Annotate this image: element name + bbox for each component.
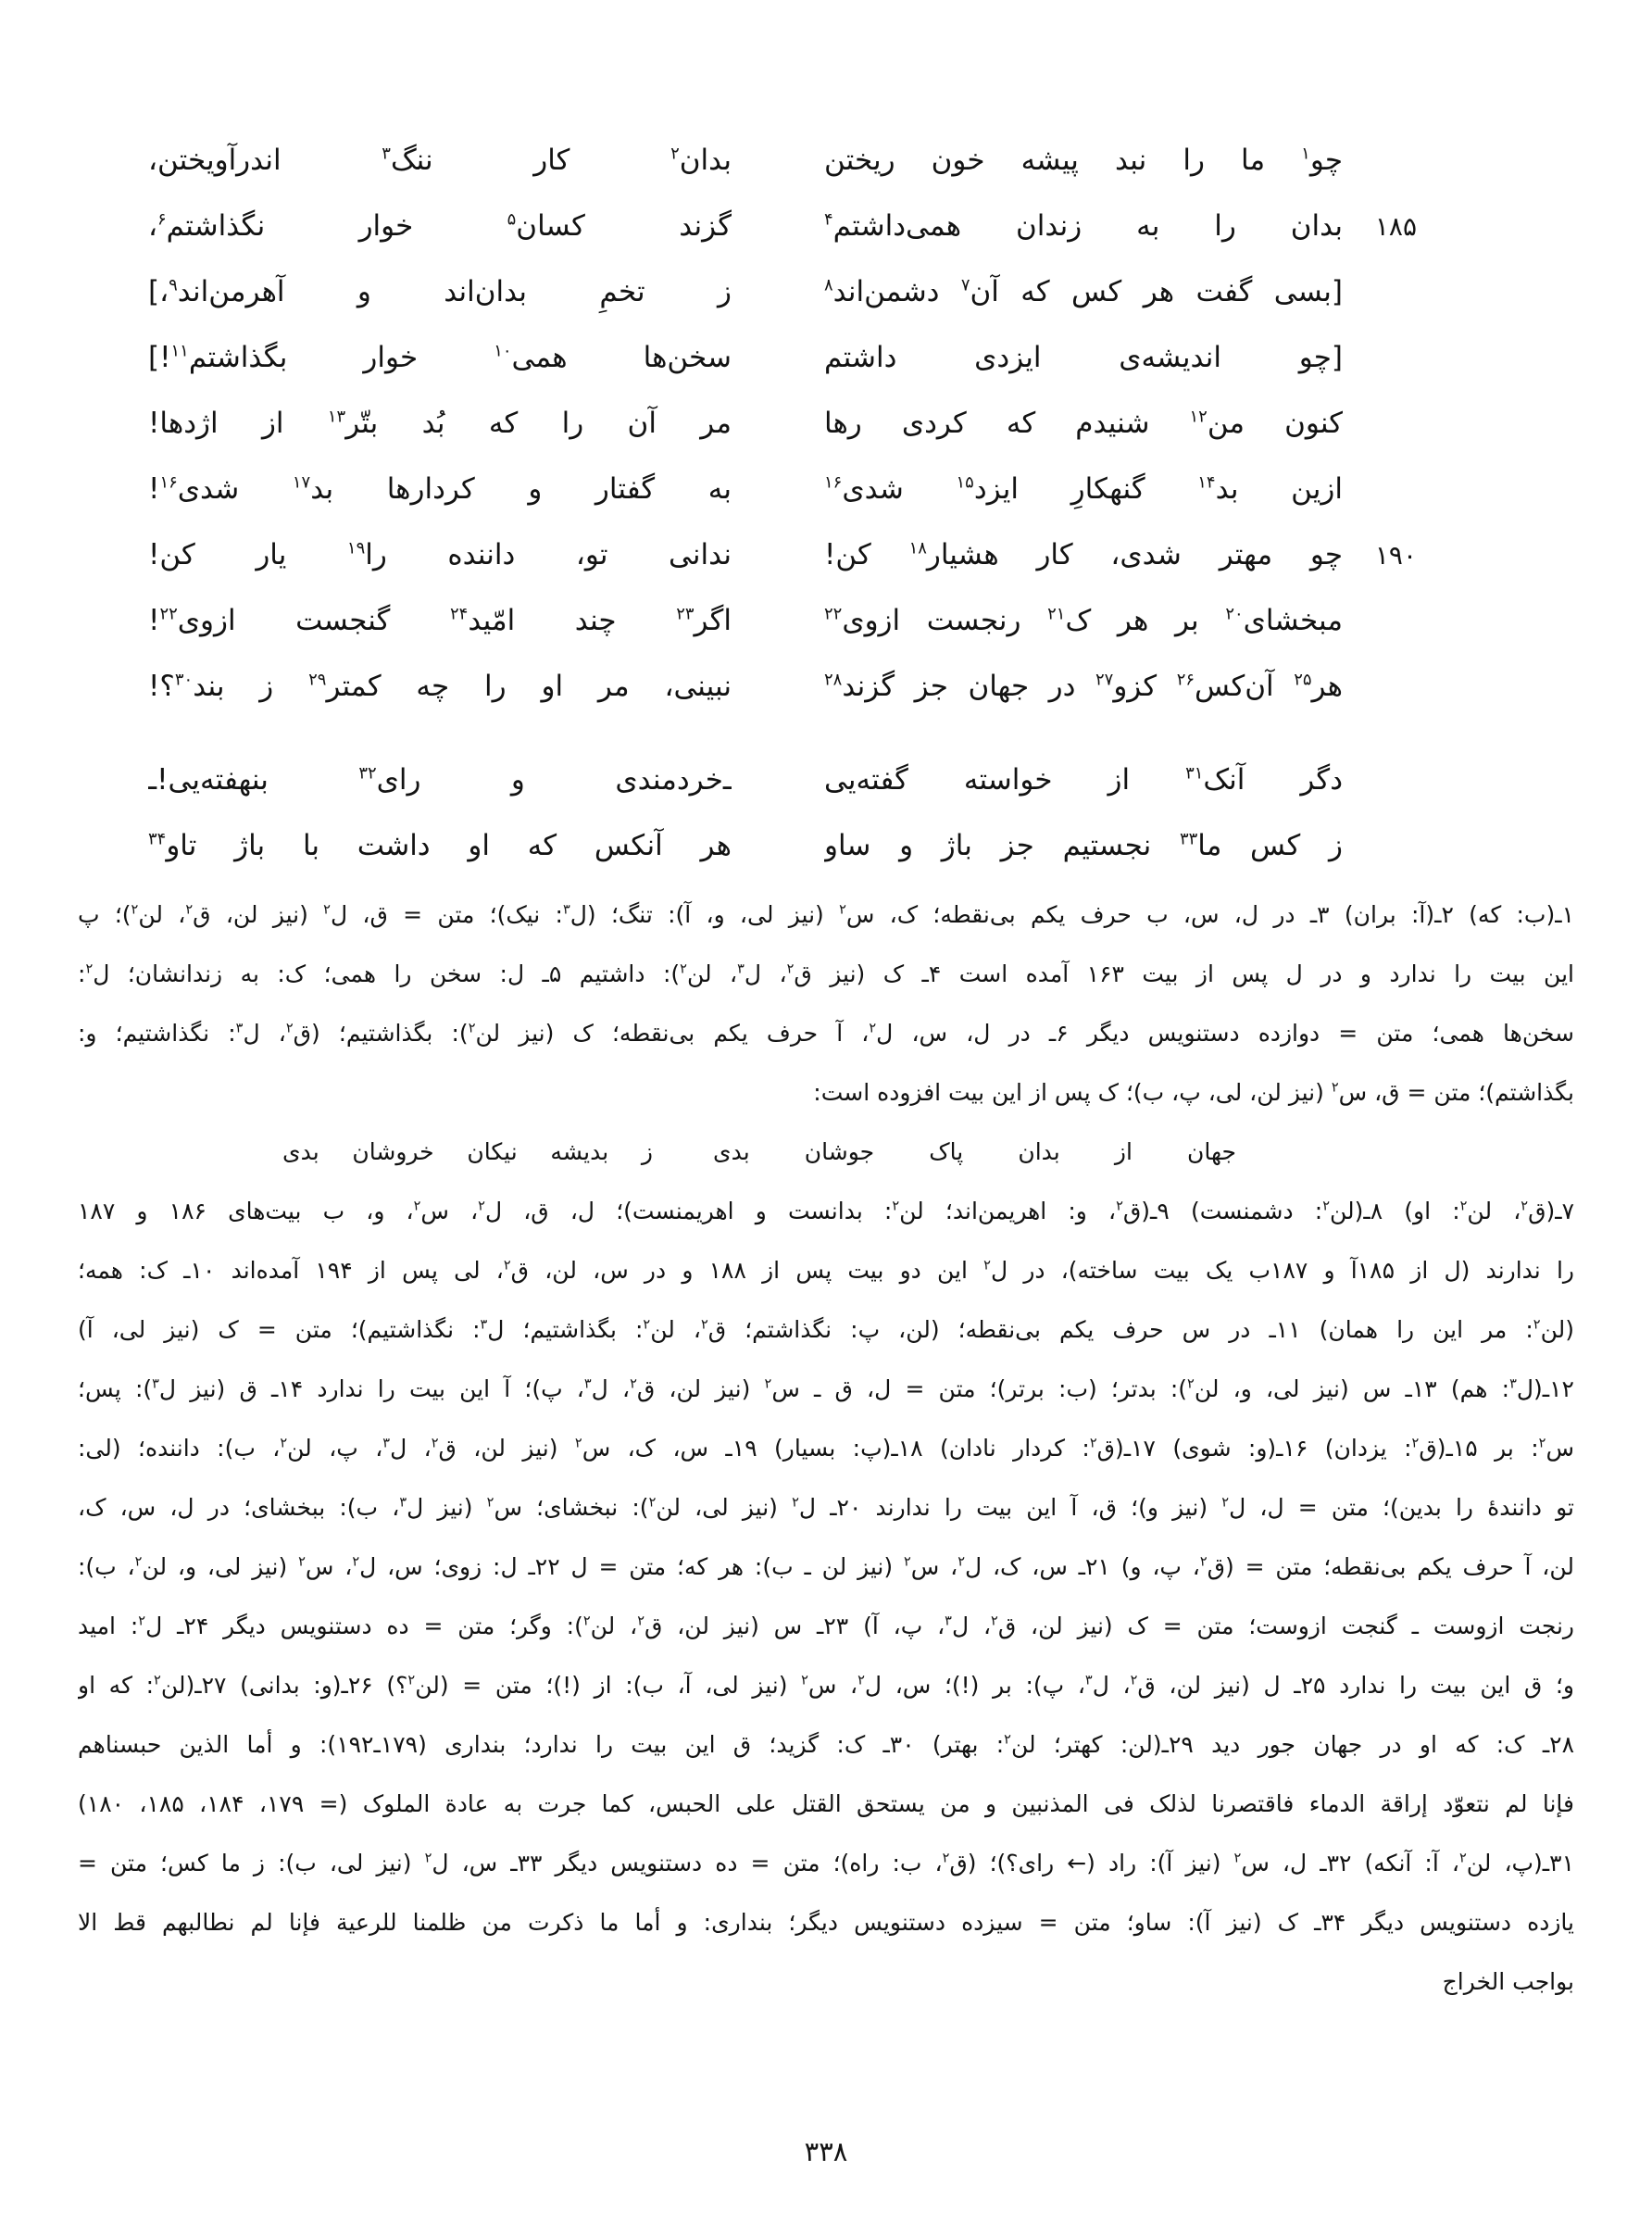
hemistich-first: هر$^{۲۵}$ آن‌کس$^{۲۶}$ کزو$^{۲۷}$ در جهان جز گزند$^{۲۸}$ [824,670,1343,703]
footnote-ref: ۲ [138,1613,146,1629]
page-number: ۳۳۸ [804,2136,848,2167]
apparatus-line: و؛ ق این بیت را ندارد ۲۵ـ ل (نیز لن، ق$^۲$، ل$^۳$، پ): بر (!)؛ س، ل$^۲$، س$^۲$ (نیز لی، آ، ب): از (!)؛ متن = (لن$^۲$؟) ۲۶ـ(و: بدانی) ۲۷ـ(لن$^۲$: که او [78,1672,1574,1699]
apparatus-line: بواجب الخراج [1442,1968,1574,1995]
footnote-ref: ۲ [892,1199,900,1214]
hemistich-first: دگر آنک$^{۳۱}$ از خواسته گفته‌یی [824,763,1343,797]
inserted-verse-second: ز بدیشه نیکان خروشان بدی [282,1138,653,1165]
footnote-ref: ۲ [424,1851,432,1866]
apparatus-line: (لن$^۲$: مر این را همان) ۱۱ـ در س حرف یکم بی‌نقطه؛ (لن، پ: نگذاشتم؛ ق$^۲$، لن$^۲$: بگذاشتیم؛ ل$^۳$: نگذاشتیم)؛ متن = ک (نیز لی، آ) [78,1316,1574,1343]
verse-number [1343,457,1417,522]
poem-block [148,747,1417,879]
footnote-ref: ۶ [157,209,167,230]
footnote-ref: ۲ [1533,1317,1541,1333]
footnote-ref: ۲ [637,1613,645,1629]
footnote-ref: ۲ [468,1021,476,1036]
footnote-ref: ۸ [824,275,833,295]
footnote-ref: ۱۶ [824,472,843,493]
couplet-row [148,325,1417,391]
footnote-ref: ۵ [507,209,517,230]
footnote-ref: ۲ [630,1376,637,1392]
verse-number [1343,259,1417,325]
footnote-ref: ۲ [643,1317,651,1333]
footnote-ref: ۲ [670,144,680,164]
footnote-ref: ۳۴ [148,829,167,849]
verse-number [1343,747,1417,813]
footnote-ref: ۱۴ [1197,472,1216,493]
footnote-ref: ۲ [983,1258,991,1274]
verse-number: ۱۸۵ [1374,211,1417,242]
footnote-ref: ۱۹ [346,538,366,558]
apparatus-line: ۱ـ(ب: که) ۲ـ(آ: بران) ۳ـ در ل، س، ب حرف یکم بی‌نقطه؛ ک، س$^۲$ (نیز لی، و، آ): تنگ؛ (ل$^۳$: نیک)؛ متن = ق، ل$^۲$ (نیز لن، ق$^۲$، لن$^۲$)؛ پ [78,901,1574,928]
footnote-ref: ۲ [857,1673,865,1688]
footnote-ref: ۱۳ [327,407,346,427]
footnote-ref: ۲ [839,902,846,918]
footnote-ref: ۲ [478,1199,485,1214]
verse-number [1343,325,1417,391]
footnote-ref: ۳ [399,1495,407,1511]
couplet-row [148,194,1417,259]
footnote-ref: ۲ [298,1554,306,1570]
footnote-ref: ۳ [562,902,570,918]
poem-block [148,128,1417,720]
footnote-ref: ۲ [1521,1199,1529,1214]
apparatus-line: را ندارند (ل از ۱۸۵آ و ۱۸۷ب یک بیت ساخته)، در ل$^۲$ این دو بیت پس از ۱۸۸ و در س، لن، ق$^۲$، لی پس از ۱۹۴ آمده‌اند ۱۰ـ ک: همه؛ [78,1257,1574,1284]
footnote-ref: ۲ [85,961,94,977]
footnote-ref: ۲ [280,1436,288,1451]
footnote-ref: ۳۲ [358,763,377,784]
footnote-ref: ۲ [942,1851,950,1866]
hemistich-second: نبینی، مر او را چه کمتر$^{۲۹}$ ز بند$^{۳۰}$؟! [148,670,732,703]
footnote-ref: ۱۱ [170,341,189,361]
footnote-ref: ۲۰ [1225,604,1244,624]
hemistich-second: ز تخمِ بدان‌اند و آهرمن‌اند$^۹$،] [148,275,732,308]
apparatus-line: فإنا لم نتعوّد إراقة الدماء فاقتصرنا لذلک فی المذنبین و من یستحق القتل علی الحبس، کما جرت به عادة الملوک (= ۱۷۹، ۱۸۴، ۱۸۵، ۱۸۰) [78,1790,1574,1817]
hemistich-second: اگر$^{۲۳}$ چند امّید$^{۲۴}$ گنجست ازوی$^{۲۲}$! [148,604,732,637]
footnote-ref: ۱۰ [494,341,512,361]
footnote-ref: ۲ [1187,1376,1195,1392]
apparatus-line: ۲۸ـ ک: که او در جهان جور دید ۲۹ـ(لن: کهتر؛ لن$^۲$: بهتر) ۳۰ـ ک: گزید؛ ق این بیت را ندارد؛ بنداری (۱۷۹ـ۱۹۲): و أما الذین حبسناهم [78,1731,1574,1758]
hemistich-second: گزند کسان$^۵$ خوار نگذاشتم$^۶$، [148,209,732,243]
footnote-ref: ۷ [960,275,970,295]
hemistich-first: [بسی گفت هر کس که آن$^۷$ دشمن‌اند$^۸$ [824,275,1343,308]
verse-number [1343,588,1417,654]
apparatus-line: بگذاشتم)؛ متن = ق، س$^۲$ (نیز لن، لی، پ، ب)؛ ک پس از این بیت افزوده است: [813,1079,1574,1106]
footnote-ref: ۱ [1301,144,1310,164]
footnote-ref: ۲ [1322,1199,1330,1214]
footnote-ref: ۲۶ [1176,670,1195,690]
footnote-ref: ۲ [1459,1199,1468,1214]
footnote-ref: ۲ [185,902,194,918]
footnote-ref: ۳ [235,1021,244,1036]
footnote-ref: ۱۵ [956,472,974,493]
footnote-ref: ۳ [1084,1673,1093,1688]
footnote-ref: ۲ [764,1376,772,1392]
footnote-ref: ۲۴ [450,604,469,624]
footnote-ref: ۲ [792,1495,799,1511]
hemistich-first: بدان را به زندان همی‌داشتم$^۴$ [824,209,1343,243]
verse-number [1343,391,1417,457]
footnote-ref: ۲ [407,1673,416,1688]
hemistich-second: بدان$^۲$ کار ننگ$^۳$ اندرآویختن، [148,144,732,177]
footnote-ref: ۳۳ [1179,829,1198,849]
footnote-ref: ۲ [486,1495,494,1511]
footnote-ref: ۲ [991,1613,998,1629]
footnote-ref: ۲ [1233,1851,1242,1866]
footnote-ref: ۲ [1458,1851,1467,1866]
apparatus-line: س$^۲$: بر ۱۵ـ(ق$^۲$: یزدان) ۱۶ـ(و: شوی) ۱۷ـ(ق$^۲$: کردار نادان) ۱۸ـ(پ: بسیار) ۱۹ـ س، ک، س$^۲$ (نیز لن، ق$^۲$، ل$^۳$، پ، لن$^۲$، ب): داننده؛ (لی: [78,1435,1574,1462]
apparatus-line: یازده دستنویس دیگر ۳۴ـ ک (نیز آ): ساو؛ متن = سیزده دستنویس دیگر؛ بنداری: و أما ما ذکرت من ظلمنا للرعیة فإنا لم نطالبهم قط الا [78,1909,1574,1936]
hemistich-second: به گفتار و کردارها بد$^{۱۷}$ شدی$^{۱۶}$! [148,472,732,506]
hemistich-first: مبخشای$^{۲۰}$ بر هر ک$^{۲۱}$ رنجست ازوی$^{۲۲}$ [824,604,1343,637]
footnote-ref: ۲ [1116,1199,1123,1214]
footnote-ref: ۲ [648,1495,657,1511]
footnote-ref: ۲۷ [1095,670,1114,690]
apparatus-line: سخن‌ها همی؛ متن = دوازده دستنویس دیگر ۶ـ در ل، س، ل$^۲$، آ حرف یکم بی‌نقطه؛ ک (نیز لن$^۲$): بگذاشتیم؛ (ق$^۲$، ل$^۳$: نگذاشتیم؛ و: [78,1020,1574,1047]
footnote-ref: ۲۸ [824,670,843,690]
footnote-ref: ۲ [431,1436,439,1451]
hemistich-first: ازین بد$^{۱۴}$ گنهکارِ ایزد$^{۱۵}$ شدی$^{۱۶}$ [824,472,1343,506]
footnote-ref: ۱۸ [908,538,927,558]
footnote-ref: ۳۰ [174,670,194,690]
hemistich-second: مر آن را که بُد بتّر$^{۱۳}$ از اژدها! [148,407,732,440]
hemistich-second: ندانی تو، داننده را$^{۱۹}$ یار کن! [148,538,732,571]
hemistich-second: هر آنکس که او داشت با باژ تاو$^{۳۴}$ [148,829,732,862]
verse-number: ۱۹۰ [1374,540,1417,571]
footnote-ref: ۳ [382,1436,391,1451]
footnote-ref: ۳ [945,1613,952,1629]
couplet-row [148,654,1417,720]
footnote-ref: ۲ [323,902,331,918]
verse-number [1343,654,1417,720]
footnote-ref: ۲ [285,1021,294,1036]
poem-section [148,128,1417,879]
apparatus-line: ۳۱ـ(پ، لن$^۲$، آ: آنکه) ۳۲ـ ل، س$^۲$ (نیز آ): راد (← رای؟)؛ (ق$^۲$، ب: راه)؛ متن = ده دستنویس دیگر ۳۳ـ س، ل$^۲$ (نیز لی، ب): ز ما کس؛ متن = [78,1850,1574,1876]
footnote-ref: ۴ [824,209,833,230]
footnote-ref: ۲ [869,1021,877,1036]
footnote-ref: ۲ [582,1613,591,1629]
apparatus-line: رنجت ازوست ـ گنجت ازوست؛ متن = ک (نیز لن، ق$^۲$، ل$^۳$، پ، آ) ۲۳ـ س (نیز لن، ق$^۲$، لن$^۲$): وگر؛ متن = ده دستنویس دیگر ۲۴ـ ل$^۲$: امید [78,1613,1574,1639]
hemistich-second: سخن‌ها همی$^{۱۰}$ خوار بگذاشتم$^{۱۱}$!] [148,341,732,374]
footnote-ref: ۱۲ [1189,407,1208,427]
footnote-ref: ۲۱ [1047,604,1066,624]
footnote-ref: ۲ [413,1199,421,1214]
couplet-row [148,259,1417,325]
footnote-ref: ۲۹ [308,670,327,690]
footnote-ref: ۱۷ [292,472,311,493]
footnote-ref: ۲ [154,1673,161,1688]
footnote-ref: ۲ [1089,1436,1097,1451]
footnote-ref: ۲ [903,1554,911,1570]
footnote-ref: ۳ [583,1376,592,1392]
footnote-ref: ۲ [1411,1436,1420,1451]
inserted-verse-first: جهان از بدان پاک جوشان بدی [713,1138,1236,1165]
apparatus-line: لن، آ حرف یکم بی‌نقطه؛ متن = (ق$^۲$، پ، و) ۲۱ـ س، ک، ل$^۲$، س$^۲$ (نیز لن ـ ب): هر که؛ متن = ل ۲۲ـ ل: زوی؛ س، ل$^۲$، س$^۲$ (نیز لی، و، لن$^۲$، ب): [78,1553,1574,1580]
footnote-ref: ۲ [957,1554,965,1570]
apparatus-line: این بیت را ندارد و در ل پس از بیت ۱۶۳ آمده است ۴ـ ک (نیز ق$^۲$، ل$^۳$، لن$^۲$): داشتیم ۵ـ ل: سخن را همی؛ ک: به زندانشان؛ ل$^۲$: [78,960,1574,987]
footnote-ref: ۲۲ [824,604,843,624]
footnote-ref: ۲ [1538,1436,1546,1451]
footnote-ref: ۲ [574,1436,582,1451]
couplet-row [148,391,1417,457]
critical-apparatus [78,885,1574,2012]
verse-number [1343,128,1417,194]
footnote-ref: ۲ [1199,1554,1208,1570]
hemistich-first: ز کس ما$^{۳۳}$ نجستیم جز باژ و ساو [824,829,1343,862]
footnote-ref: ۲ [1004,1732,1011,1748]
hemistich-first: چو مهتر شدی، کار هشیار$^{۱۸}$ کن! [824,538,1343,571]
footnote-ref: ۲۵ [1294,670,1312,690]
footnote-ref: ۲۳ [676,604,695,624]
inserted-verse [78,1123,1574,1182]
couplet-row [148,813,1417,879]
footnote-ref: ۲ [786,961,795,977]
hemistich-first: [چو اندیشه‌ی ایزدی داشتم [824,341,1343,374]
footnote-ref: ۳۱ [1185,763,1204,784]
footnote-ref: ۲ [1331,1080,1339,1096]
footnote-ref: ۳ [152,1376,159,1392]
couplet-row [148,128,1417,194]
footnote-ref: ۳ [1509,1376,1517,1392]
apparatus-line: ۷ـ(ق$^۲$، لن$^۲$: او) ۸ـ(لن$^۲$: دشمنست) ۹ـ(ق$^۲$، و: اهریمن‌اند؛ لن$^۲$: بدانست و اهریمنست)؛ ل، ق، ل$^۲$، س$^۲$، و، ب بیت‌های ۱۸۶ و ۱۸۷ [78,1198,1574,1224]
footnote-ref: ۲ [680,961,687,977]
footnote-ref: ۱۶ [159,472,178,493]
hemistich-first: چو$^۱$ ما را نبد پیشه خون ریختن [824,144,1343,177]
footnote-ref: ۲ [503,1258,511,1274]
apparatus-line: ۱۲ـ(ل$^۳$: هم) ۱۳ـ س (نیز لی، و، لن$^۲$): بدتر؛ (ب: برتر)؛ متن = ل، ق ـ س$^۲$ (نیز لن، ق$^۲$، ل$^۳$، پ)؛ آ این بیت را ندارد ۱۴ـ ق (نیز ل$^۳$): پس؛ [78,1375,1574,1402]
apparatus-line: تو دانندهٔ را بدین)؛ متن = ل، ل$^۲$ (نیز و)؛ ق، آ این بیت را ندارند ۲۰ـ ل$^۲$ (نیز لی، لن$^۲$): نبخشای؛ س$^۲$ (نیز ل$^۳$، ب): ببخشای؛ در ل، س، ک، [78,1494,1574,1521]
footnote-ref: ۲ [700,1317,708,1333]
footnote-ref: ۳ [480,1317,488,1333]
footnote-ref: ۲ [131,902,139,918]
couplet-row [148,588,1417,654]
couplet-row [148,457,1417,522]
couplet-row [148,522,1417,588]
hemistich-first: کنون من$^{۱۲}$ شنیدم که کردی رها [824,407,1343,440]
footnote-ref: ۲ [1221,1495,1230,1511]
footnote-ref: ۲۲ [159,604,178,624]
footnote-ref: ۲ [134,1554,143,1570]
hemistich-second: ـ‌خردمندی و رای$^{۳۲}$ بنهفته‌یی!ـ [148,763,732,797]
footnote-ref: ۲ [1130,1673,1138,1688]
footnote-ref: ۳ [737,961,745,977]
verse-number [1343,813,1417,879]
footnote-ref: ۳ [382,144,391,164]
footnote-ref: ۲ [352,1554,360,1570]
couplet-row [148,747,1417,813]
footnote-ref: ۹ [169,275,178,295]
footnote-ref: ۲ [801,1673,808,1688]
